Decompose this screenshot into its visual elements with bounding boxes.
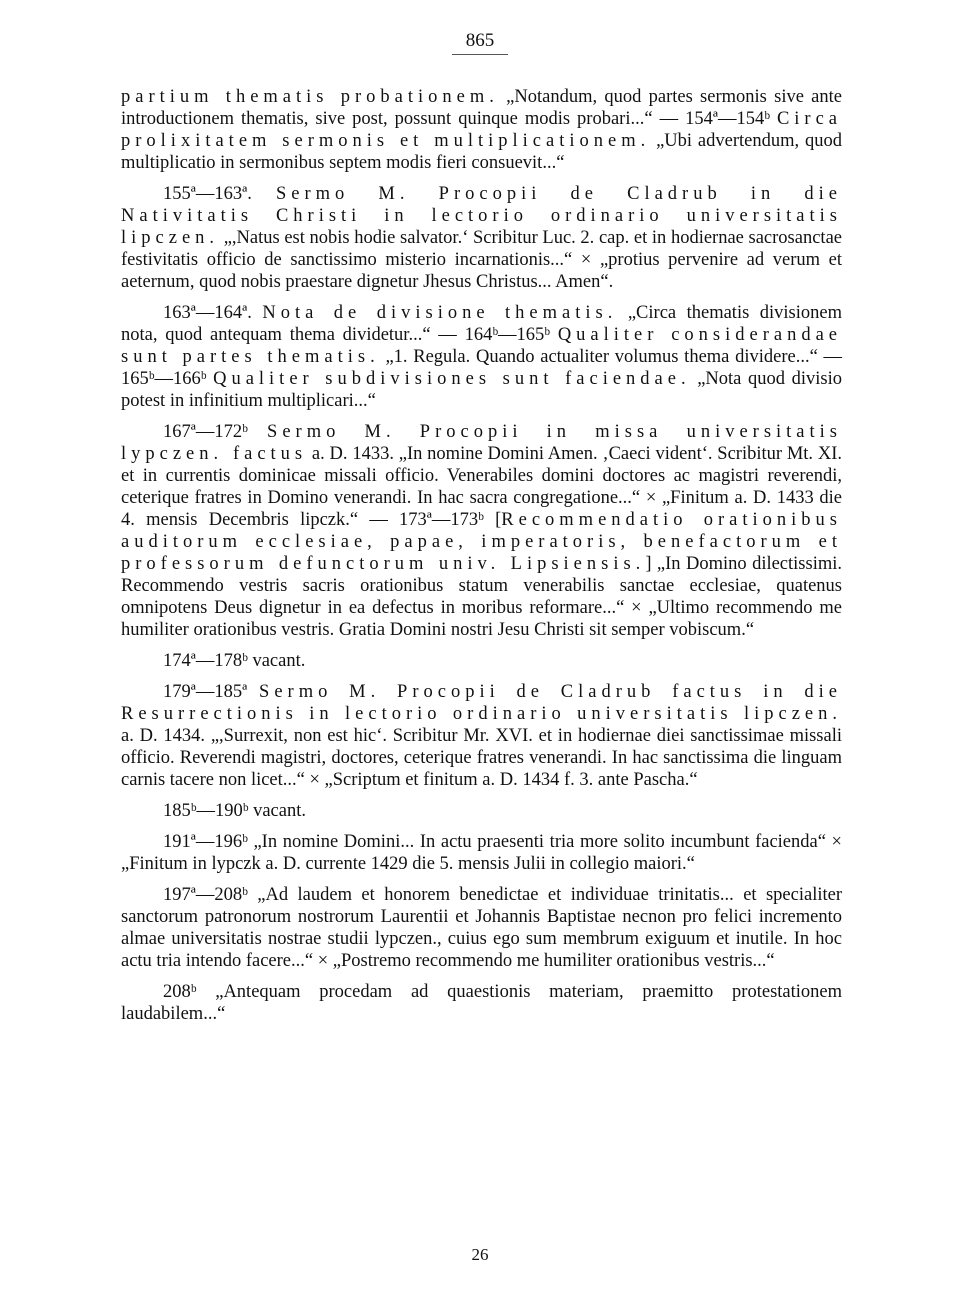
signature-mark: 26 [471,1245,489,1264]
text-segment: 185ᵇ—190ᵇ vacant. [163,801,306,821]
paragraph [121,831,842,875]
body-text [121,86,842,1034]
text-segment: Qualiter subdivisiones sunt faciendae. [213,369,691,389]
text-segment: Qualiter considerandae sunt partes thematis. [121,325,843,367]
paragraph [121,681,842,791]
text-segment: ] „In Domino dilectissimi. Recommendo vestris sacris orationibus statum venerabilis sanctae ecclesiae, quatenus omnipotens Deus dignetur in ea defectus in moribus reformare...“ × „Ultimo recommendo me humiliter orationibus vestris. Gratia Domini nostri Jesu Christi sit semper vobiscum.“ [121,554,842,640]
text-segment: 163ª—164ª. [163,303,263,323]
text-segment: „1. Regula. Quando actualiter volumus thema dividere...“ — 165ᵇ—166ᵇ [121,347,842,389]
paragraph [121,302,842,412]
text-segment: a. D. 1433. „In nomine Domini Amen. ‚Caeci vident‘. Scribitur Mt. XI. et in currentis dominicae missali officio. Venerabiles domini doctores ac magistri reverendi, ceterique fratres in Domino venerandi. In hac sacra congregatione...“ × „Finitum a. D. 1433 die 4. mensis Decembris lipczk.“ — 173ª—173ᵇ [ [121,444,842,530]
page-header [0,30,960,55]
text-segment: 174ª—178ᵇ vacant. [163,651,306,671]
text-segment: 191ª—196ᵇ „In nomine Domini... In actu praesenti tria more solito incumbunt facienda“ × „Finitum in lypczk a. D. currente 1429 die 5. mensis Julii in collegio maiori.“ [121,832,842,874]
text-segment: Nota de divisione thematis. [262,303,618,323]
text-segment: Circa prolixitatem sermonis et multiplicationem. [121,109,842,151]
text-segment: partium thematis probationem. [121,87,499,107]
text-segment: Sermo M. Procopii de Cladrub in die Nativitatis Christi in lectorio ordinario universitatis lipczen. [121,184,842,248]
paragraph [121,86,842,174]
paragraph [121,183,842,293]
text-segment: „Ubi advertendum, quod multiplicatio in sermonibus septem modis fieri consuevit...“ [121,131,842,173]
text-segment: „,Natus est nobis hodie salvator.‘ Scribitur Luc. 2. cap. et in hodiernae sacrosanctae festivitatis officio de sanctissimo misterio incarnationis...“ × „protius pervenire ad verum et aeternum, quod nobis praestare dignetur Jhesus Christus... Amen“. [121,228,842,292]
paragraph [121,421,842,641]
paragraph [121,981,842,1025]
text-segment: „Circa thematis divisionem nota, quod antequam thema dividetur...“ — 164ᵇ—165ᵇ [121,303,842,345]
text-segment: Sermo M. Procopii de Cladrub factus in die Resurrectionis in lectorio ordinario universitatis lipczen. [121,682,842,724]
paragraph [121,650,842,672]
text-segment: „Nota quod divisio potest in infinitium multiplicari...“ [121,369,842,411]
text-segment: Recommendatio orationibus auditorum ecclesiae, papae, imperatoris, benefactorum et professorum defunctorum univ. Lipsiensis. [121,510,842,574]
page-number: 865 [452,30,509,55]
page-footer [0,1245,960,1265]
paragraph [121,800,842,822]
text-segment: 167ª—172ᵇ [163,422,268,442]
text-segment: 155ª—163ª. [163,184,276,204]
text-segment: 197ª—208ᵇ „Ad laudem et honorem benedictae et individuae trinitatis... et specialiter sanctorum patronorum nostrorum Laurentii et Johannis Baptistae necnon pro felici incremento almae universitatis nostrae studii lypczen., cuius ego sum membrum exiguum et inutile. In hoc actu tria intendo facere...“ × „Postremo recommendo me humiliter orationibus vestris...“ [121,885,842,971]
text-segment: 208ᵇ „Antequam procedam ad quaestionis materiam, praemitto protestationem laudabilem...“ [121,982,842,1024]
text-segment: Sermo M. Procopii in missa universitatis lypczen. factus [121,422,842,464]
text-segment: „Notandum, quod partes sermonis sive ante introductionem thematis, sive post, possunt quinque modis probari...“ — 154ª—154ᵇ [121,87,842,129]
text-segment: a. D. 1434. „,Surrexit, non est hic‘. Scribitur Mr. XVI. et in hodiernae diei sanctissimae missali officio. Reverendi magistri, doctores, ceterique fratres venerandi. In hac sanctissima die linguam carnis tacere non licet...“ × „Scriptum et finitum a. D. 1434 f. 3. ante Pascha.“ [121,726,842,790]
text-segment: 179ª—185ª [163,682,260,702]
paragraph [121,884,842,972]
